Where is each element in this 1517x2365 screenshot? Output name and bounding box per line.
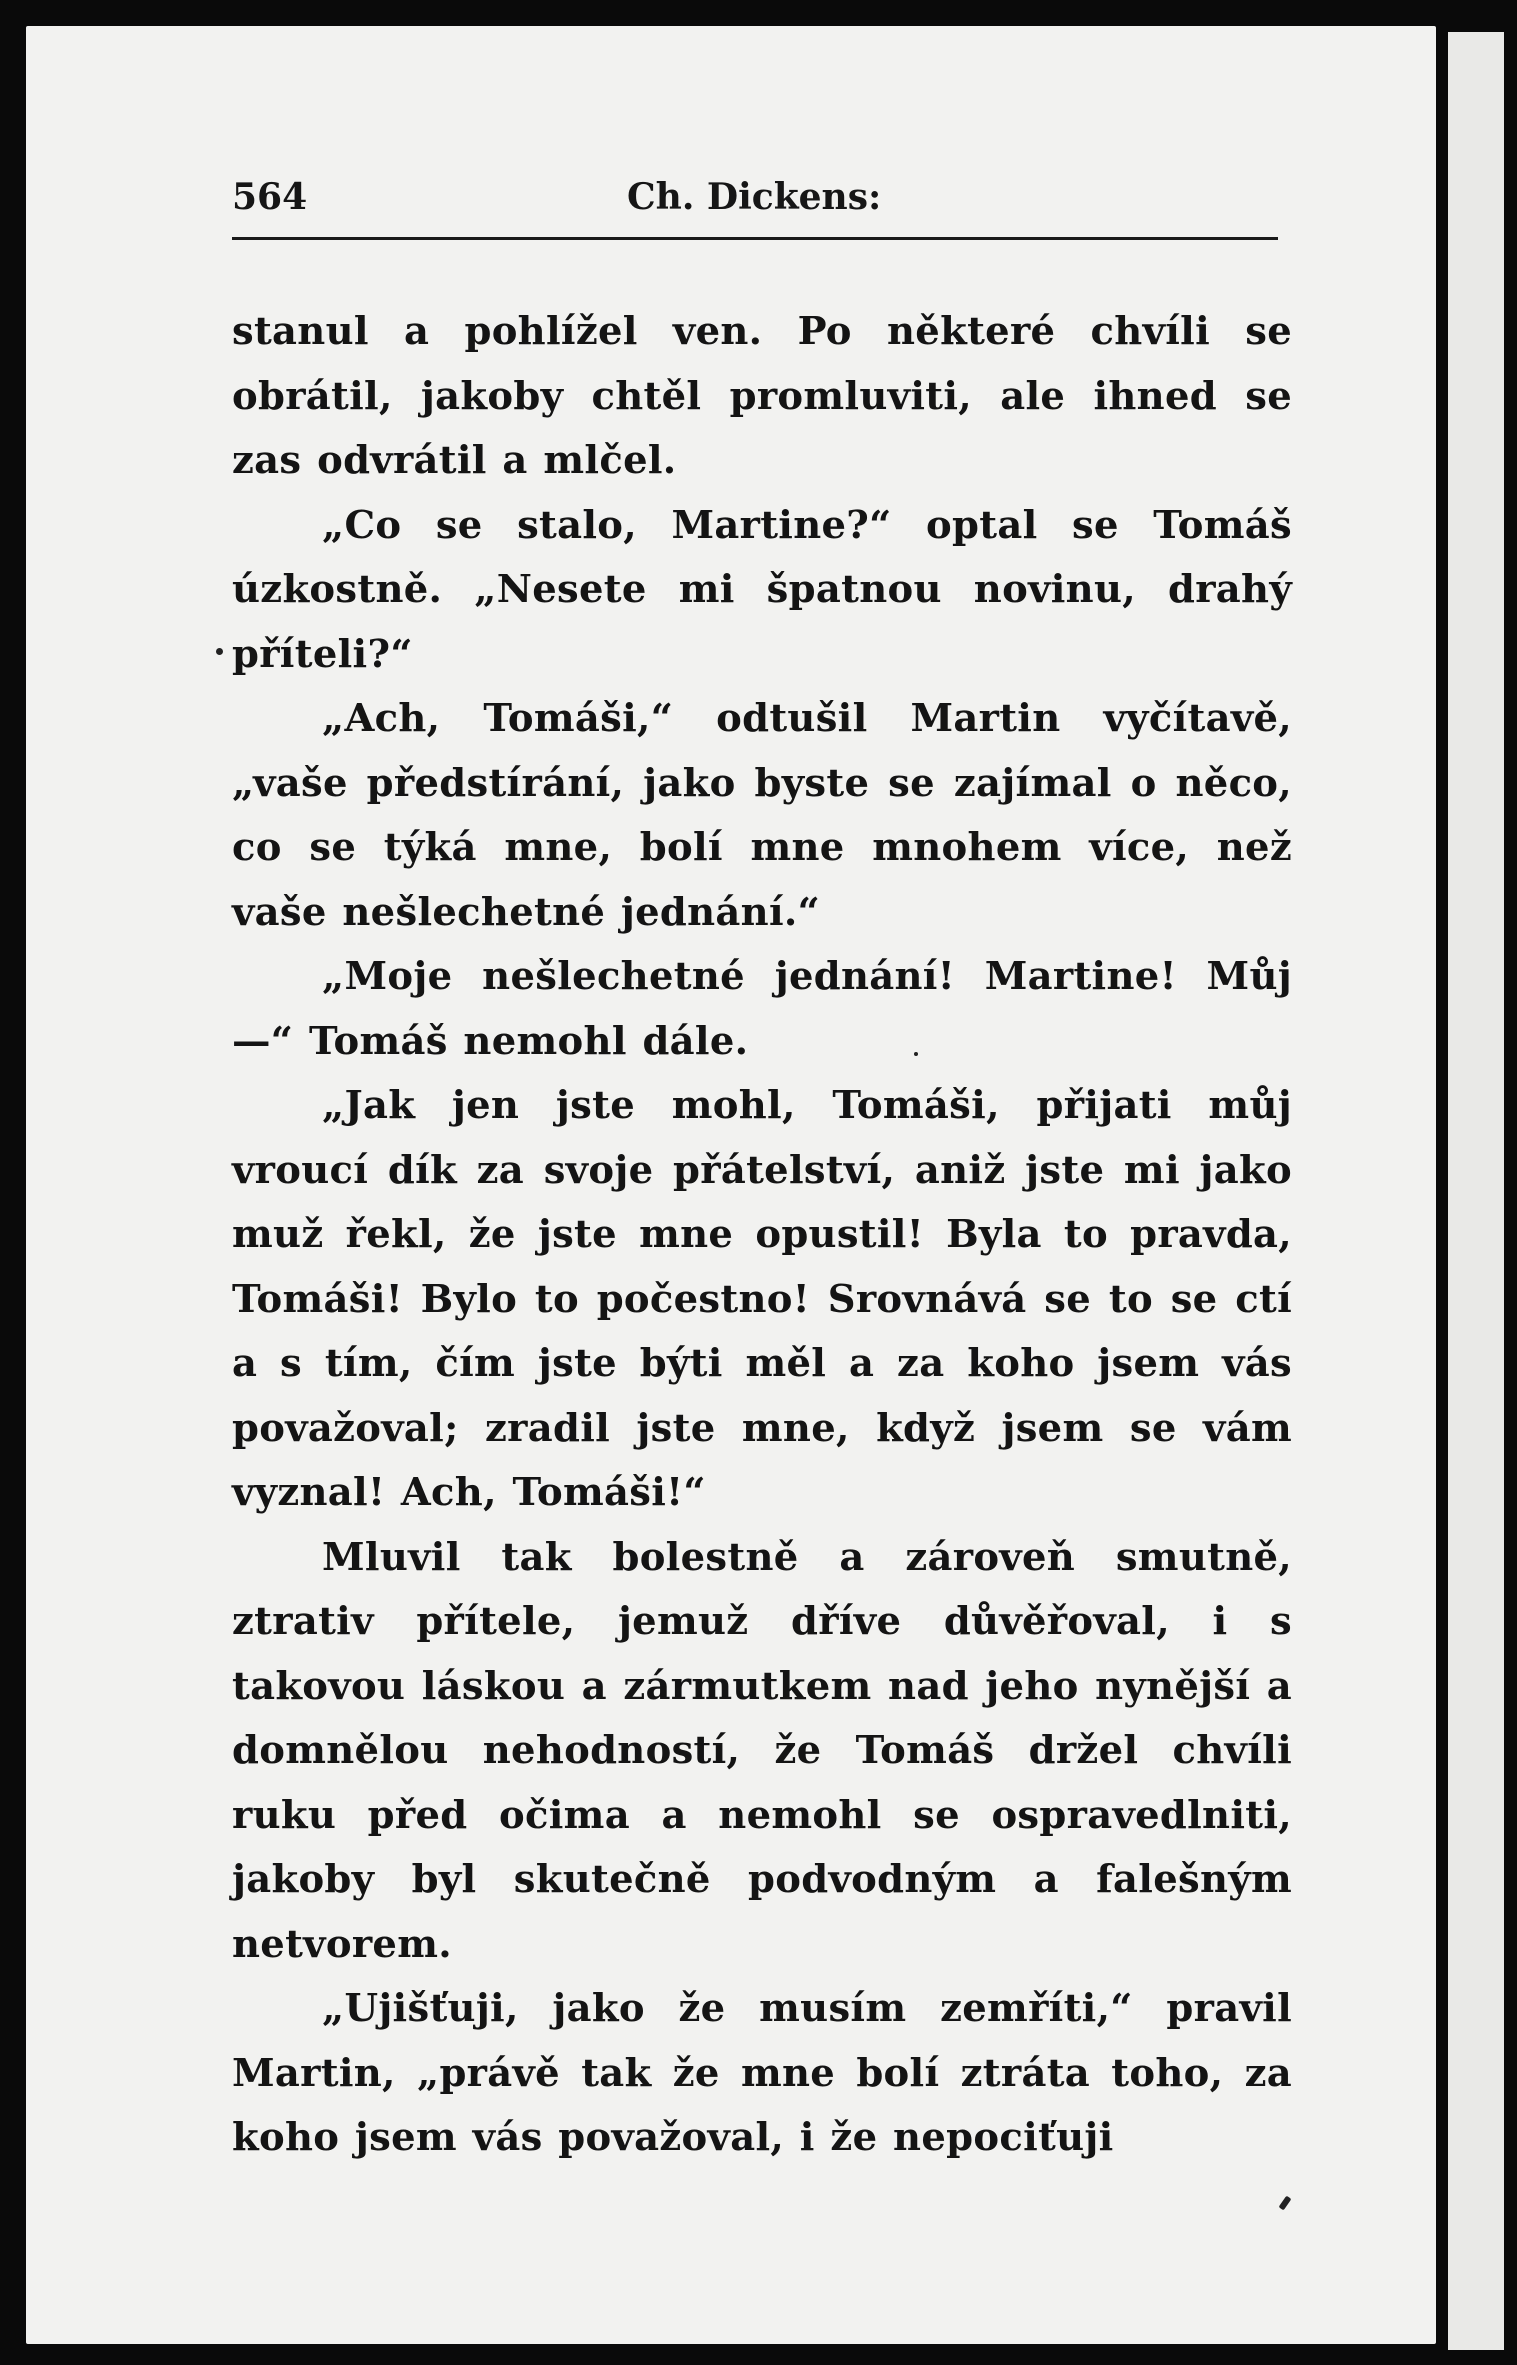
running-head: Ch. Dickens:	[627, 176, 882, 218]
paragraph: stanul a pohlížel ven. Po některé chvíli se obrátil, jakoby chtěl promluviti, ale ihned se zas odvrátil a mlčel.	[232, 309, 1292, 483]
body-text	[232, 300, 1292, 2171]
paragraph: „Jak jen jste mohl, Tomáši, přijati můj vroucí dík za svoje přátelství, aniž jste mi jako muž řekl, že jste mne opustil! Byla to pravda, Tomáši! Bylo to počestno! Srovnává se to se ctí a s tím, čím jste býti měl a za koho jsem vás považoval; zradil jste mne, když jsem se vám vyznal! Ach, Tomáši!“	[232, 1083, 1292, 1515]
header-rule	[232, 237, 1278, 240]
paragraph: „Co se stalo, Martine?“ optal se Tomáš úzkostně. „Nesete mi špatnou novinu, drahý příteli?“	[232, 502, 1292, 677]
page-number: 564	[232, 176, 308, 218]
paragraph: „Moje nešlechetné jednání! Martine! Můj —“ Tomáš nemohl dále.	[232, 954, 1292, 1064]
adjacent-page-edge	[1448, 32, 1504, 2350]
paragraph: „Ach, Tomáši,“ odtušil Martin vyčítavě, „vaše předstírání, jako byste se zajímal o něco, co se týká mne, bolí mne mnohem více, než vaše nešlechetné jednání.“	[232, 696, 1292, 935]
page-header	[232, 172, 1282, 222]
paragraph: Mluvil tak bolestně a zároveň smutně, ztrativ přítele, jemuž dříve důvěřoval, i s takovou láskou a zármutkem nad jeho nynější a domnělou nehodností, že Tomáš držel chvíli ruku před očima a nemohl se ospravedlniti, jakoby byl skutečně podvodným a falešným netvorem.	[232, 1534, 1292, 1967]
scan-speck	[914, 1052, 918, 1056]
scan-speck	[216, 648, 223, 655]
paragraph: „Ujišťuji, jako že musím zemříti,“ pravil Martin, „právě tak že mne bolí ztráta toho, za koho jsem vás považoval, i že nepociťuji	[232, 1986, 1292, 2160]
